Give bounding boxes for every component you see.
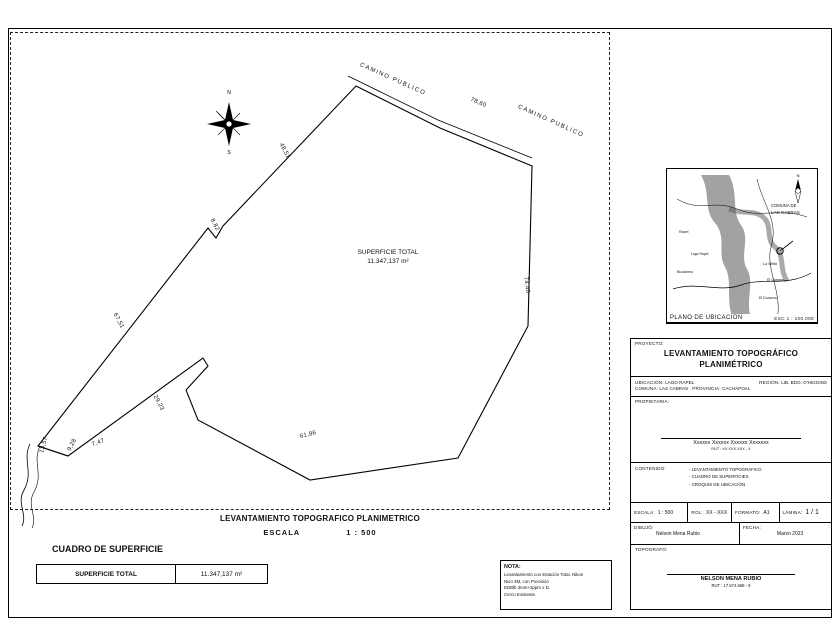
surface-table-title: CUADRO DE SUPERFICIE: [52, 544, 164, 554]
dimension-48-51: 48,51: [277, 142, 291, 160]
compass-north-label: N: [227, 90, 231, 96]
title-block-contents: [631, 463, 831, 503]
surveyor-rut: RUT : 17.574.568 - 9: [711, 583, 751, 588]
title-block-meta-row-1: [631, 503, 831, 523]
parcel-surface-value: 11.347,137 m²: [367, 258, 409, 266]
surface-row-label: SUPERFICIE TOTAL: [37, 565, 176, 584]
dimension-29-23: 29,23: [151, 394, 165, 412]
owner-rut: RUT : XX.XXX.XXX - X: [711, 447, 751, 451]
nota-line-2: Nivo 3M, con Precisión: [504, 578, 549, 584]
svg-text:N: N: [796, 173, 800, 178]
plan-scale-value: 1 : 500: [346, 528, 377, 537]
svg-text:COMUNA DE: COMUNA DE: [771, 203, 797, 208]
surface-row-value: 11.347,137 m²: [176, 565, 268, 584]
north-arrow-compass: [206, 86, 252, 156]
location-map-caption-scale: ESC 1 : 100.000: [774, 315, 814, 321]
title-block-owner: [631, 397, 831, 463]
comuna-key: COMUNA:: [635, 386, 659, 391]
svg-text:Rapel: Rapel: [679, 230, 689, 234]
comuna-value: LAS CABRAS: [659, 386, 689, 391]
sheet-number-value: 1 / 1: [805, 509, 819, 516]
drawn-by-value: Nelson Mena Rubio: [656, 531, 700, 537]
rol-value: XX - XXX: [705, 509, 728, 516]
title-block: [630, 338, 832, 610]
dimension-74-40: 74,40: [522, 276, 531, 294]
region-value: LIB. BDO. O'HIGGINS: [781, 380, 827, 385]
provincia-key: PROVINCIA:: [692, 386, 721, 391]
location-map-box: [666, 168, 818, 324]
drawn-by-key: DIBUJÓ:: [634, 525, 654, 530]
date-cell: [740, 523, 831, 544]
date-value: Marzo 2023: [776, 531, 804, 537]
svg-text:Lago Rapel: Lago Rapel: [691, 252, 709, 256]
location-value: LAGO RAPEL: [665, 380, 695, 385]
dimension-78-60: 78,60: [469, 96, 488, 110]
format-cell: [732, 503, 780, 522]
dimension-67-51: 67,51: [111, 312, 125, 330]
plan-scale-label: ESCALA: [263, 528, 301, 537]
plan-title: LEVANTAMIENTO TOPOGRAFICO PLANIMETRICO: [220, 514, 420, 523]
contents-item-2: - CUADRO DE SUPERFICIES: [689, 473, 827, 480]
svg-text:Bucalemu: Bucalemu: [677, 270, 693, 274]
surface-table: [36, 564, 268, 584]
title-block-surveyor: [631, 545, 831, 593]
road-edge-upper: [348, 76, 532, 158]
dimension-7-47: 7,47: [91, 437, 106, 449]
nota-box: [500, 560, 612, 610]
location-key: UBICACIÓN:: [635, 380, 664, 385]
rol-cell: [688, 503, 732, 522]
format-value: A1: [763, 509, 770, 516]
scale-cell: [631, 503, 688, 522]
title-block-project: [631, 339, 831, 377]
contents-key: CONTENIDO:: [635, 466, 666, 471]
creek-line-2: [31, 446, 40, 528]
title-block-location: [631, 377, 831, 397]
road-label-upper-right: CAMINO PUBLICO: [516, 104, 585, 139]
region-key: REGIÓN:: [759, 380, 780, 385]
format-key: FORMATO:: [735, 510, 761, 515]
svg-text:LAS CABRAS: LAS CABRAS: [771, 210, 800, 215]
location-map-caption-text: PLANO DE UBICACION: [670, 315, 743, 321]
compass-south-label: S: [227, 150, 231, 156]
date-key: FECHA:: [742, 525, 761, 530]
contents-item-1: - LEVANTAMIENTO TOPOGRAFICO: [689, 466, 827, 473]
dimension-9-28: 9,28: [66, 437, 79, 453]
surveyor-key: TOPOGRAFO:: [635, 547, 668, 552]
surveyor-name: NELSON MENA RUBIO: [667, 574, 795, 582]
svg-text:La Viñita: La Viñita: [763, 262, 777, 266]
sheet-number-key: LÁMINA:: [782, 510, 803, 515]
project-key: PROYECTO:: [635, 341, 664, 346]
svg-text:El Durazno: El Durazno: [759, 296, 777, 300]
project-name-line-2: PLANIMÉTRICO: [699, 359, 763, 369]
creek-line: [21, 444, 30, 526]
drawn-by-cell: [631, 523, 740, 544]
owner-name: Xxxxxx Xxxxxx Xxxxxx Xxxxxxx: [661, 438, 801, 446]
contents-item-3: - CROQUIS DE UBICACIÓN: [689, 481, 827, 488]
rol-key: ROL:: [691, 510, 703, 515]
nota-line-3: EDBlb 3mm+2ppm x D.: [504, 585, 550, 591]
title-block-meta-row-2: [631, 523, 831, 545]
scale-value: 1 : 500: [657, 509, 674, 516]
nota-line-4: Cerco Existente.: [504, 591, 537, 597]
svg-text:El Carmen: El Carmen: [767, 278, 784, 282]
dimension-8-82: 8,82: [208, 217, 221, 233]
nota-title: NOTA:: [504, 564, 521, 570]
nota-line-1: Levantamiento con Estación Total, Nikon: [504, 572, 584, 578]
dimension-61-86: 61,86: [299, 430, 317, 440]
location-map-svg: [667, 169, 817, 323]
provincia-value: CACHAPOAL: [722, 386, 751, 391]
parcel-surface-label: SUPERFICIE TOTAL: [357, 249, 419, 256]
parcel-surface-annotation: [328, 248, 448, 267]
table-row: [37, 565, 268, 584]
dimension-13-57: 13,57: [39, 436, 50, 454]
plan-scale: [150, 528, 490, 537]
project-name-line-1: LEVANTAMIENTO TOPOGRÁFICO: [663, 349, 799, 358]
scale-key: ESCALA:: [634, 510, 655, 515]
road-label-upper-left: CAMINO PUBLICO: [358, 62, 427, 97]
owner-key: PROPIETARIA:: [635, 399, 670, 404]
sheet-number-cell: [780, 503, 831, 522]
location-map-caption: [666, 314, 818, 323]
